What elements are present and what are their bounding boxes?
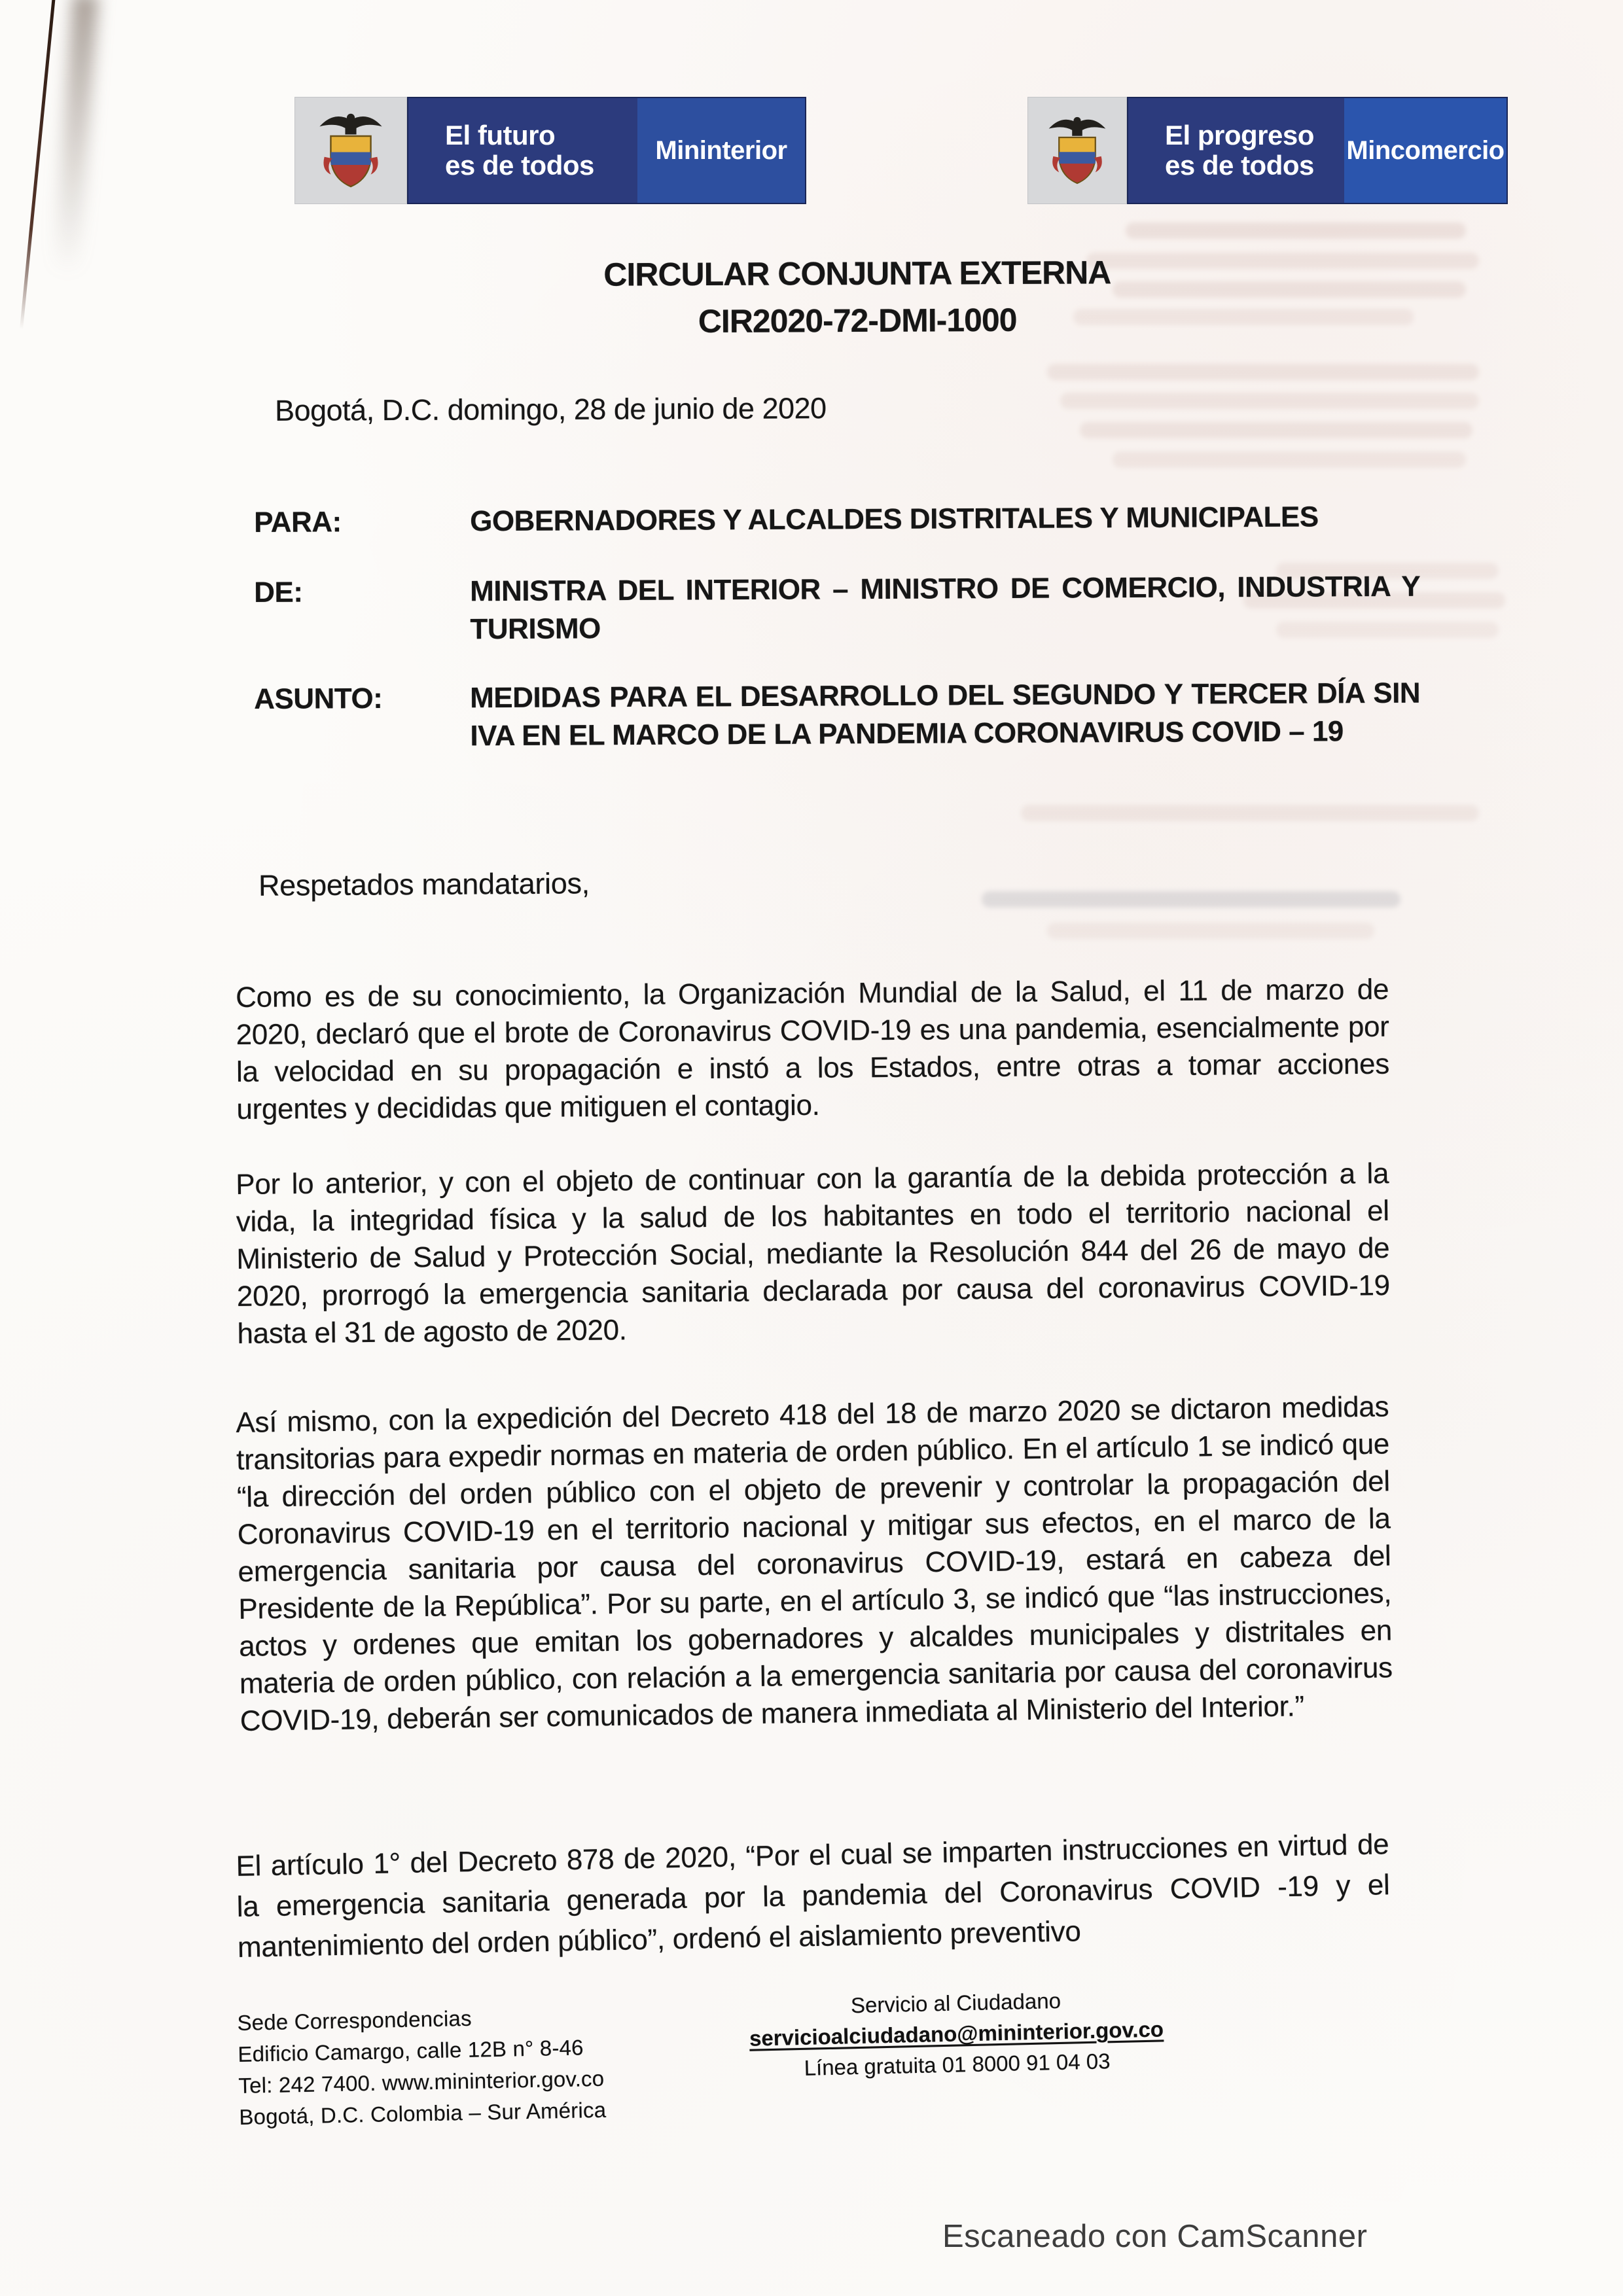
- footer-service-block: [713, 1982, 1200, 2085]
- asunto-row: [254, 675, 1427, 756]
- title-line-2: CIR2020-72-DMI-1000: [698, 301, 1017, 340]
- de-label: DE:: [254, 576, 303, 609]
- footer-line: Servicio al Ciudadano: [850, 1988, 1061, 2018]
- document-title: [530, 249, 1185, 345]
- dateline: Bogotá, D.C. domingo, 28 de junio de 2020: [274, 391, 827, 427]
- logo-mincomercio-slogan: [1128, 98, 1344, 203]
- de-value: MINISTRA DEL INTERIOR – MINISTRO DE COMERCIO, INDUSTRIA Y TURISMO: [470, 570, 1421, 646]
- footer-email: servicioalciudadano@mininterior.gov.co: [749, 2017, 1164, 2051]
- slogan-line: es de todos: [1165, 150, 1314, 181]
- para-row: [254, 498, 1427, 542]
- asunto-value: MEDIDAS PARA EL DESARROLLO DEL SEGUNDO Y TERCER DÍA SIN IVA EN EL MARCO DE LA PANDEMIA CORONAVIRUS COVID – 19: [470, 677, 1421, 752]
- footer-line: Edificio Camargo, calle 12B n° 8-46: [238, 2035, 584, 2066]
- scan-edge-artifact: [20, 0, 56, 329]
- scan-smudge-artifact: [53, 0, 99, 275]
- footer-line: Sede Correspondencias: [237, 2005, 473, 2035]
- colombia-coat-of-arms-icon: [294, 97, 407, 204]
- footer-line: Línea gratuita 01 8000 91 04 03: [804, 2049, 1111, 2080]
- greeting: Respetados mandatarios,: [258, 866, 590, 902]
- body-paragraph: Así mismo, con la expedición del Decreto 418 del 18 de marzo 2020 se dictaron medidas transitorias para expedir normas en materia de orden público. En el artículo 1 se indicó que “la dirección del orden público con el objeto de prevenir y controlar la propagación del Coronavirus COVID-19 en el territorio nacional y mitigar sus efectos, en el marco de la emergencia sanitaria por causa del coronavirus COVID-19, estará en cabeza del Presidente de la República”. Por su parte, en el artículo 3, se indicó que “las instrucciones, actos y ordenes que emitan los gobernadores y alcaldes municipales y distritales en materia de orden público, con relación a la emergencia sanitaria por causa del coronavirus COVID-19, deberán ser comunicados de manera inmediata al Ministerio del Interior.”: [236, 1390, 1393, 1737]
- logo-mincomercio: [1027, 97, 1508, 204]
- asunto-label: ASUNTO:: [254, 682, 383, 715]
- para-label: PARA:: [254, 506, 342, 539]
- footer-address-block: [237, 2000, 607, 2133]
- footer-line: Tel: 242 7400. www.mininterior.gov.co: [238, 2066, 605, 2098]
- footer-line: Bogotá, D.C. Colombia – Sur América: [238, 2097, 607, 2129]
- para-value: GOBERNADORES Y ALCALDES DISTRITALES Y MUNICIPALES: [470, 501, 1319, 538]
- colombia-coat-of-arms-icon: [1027, 97, 1127, 204]
- body-paragraph: Por lo anterior, y con el objeto de continuar con la garantía de la debida protección a la vida, la integridad física y la salud de los habitantes en todo el territorio nacional el Ministerio de Salud y Protección Social, mediante la Resolución 844 del 26 de mayo de 2020, prorrogó la emergencia sanitaria declarada por causa del coronavirus COVID-19 hasta el 31 de agosto de 2020.: [236, 1157, 1391, 1350]
- slogan-line: es de todos: [445, 150, 594, 181]
- logo-mininterior-slogan: [408, 98, 637, 203]
- camscanner-credit: Escaneado con CamScanner: [942, 2219, 1368, 2254]
- body-paragraph: Como es de su conocimiento, la Organización Mundial de la Salud, el 11 de marzo de 2020, declaró que el brote de Coronavirus COVID-19 es una pandemia, esencialmente por la velocidad en su propagación e instó a los Estados, entre otras a tomar acciones urgentes y decididas que mitiguen el contagio.: [236, 973, 1390, 1125]
- logo-mininterior-name: Mininterior: [637, 98, 805, 203]
- logo-mincomercio-name: Mincomercio: [1344, 98, 1507, 203]
- de-row: [254, 568, 1427, 650]
- slogan-line: El progreso: [1165, 120, 1314, 150]
- slogan-line: El futuro: [445, 120, 556, 150]
- title-line-1: CIRCULAR CONJUNTA EXTERNA: [603, 254, 1111, 293]
- logo-mininterior: [294, 97, 806, 204]
- body-paragraph: El artículo 1° del Decreto 878 de 2020, “Por el cual se imparten instrucciones en virtud de la emergencia sanitaria generada por la pandemia del Coronavirus COVID -19 y el mantenimiento del orden público”, ordenó el aislamiento preventivo: [236, 1828, 1390, 1964]
